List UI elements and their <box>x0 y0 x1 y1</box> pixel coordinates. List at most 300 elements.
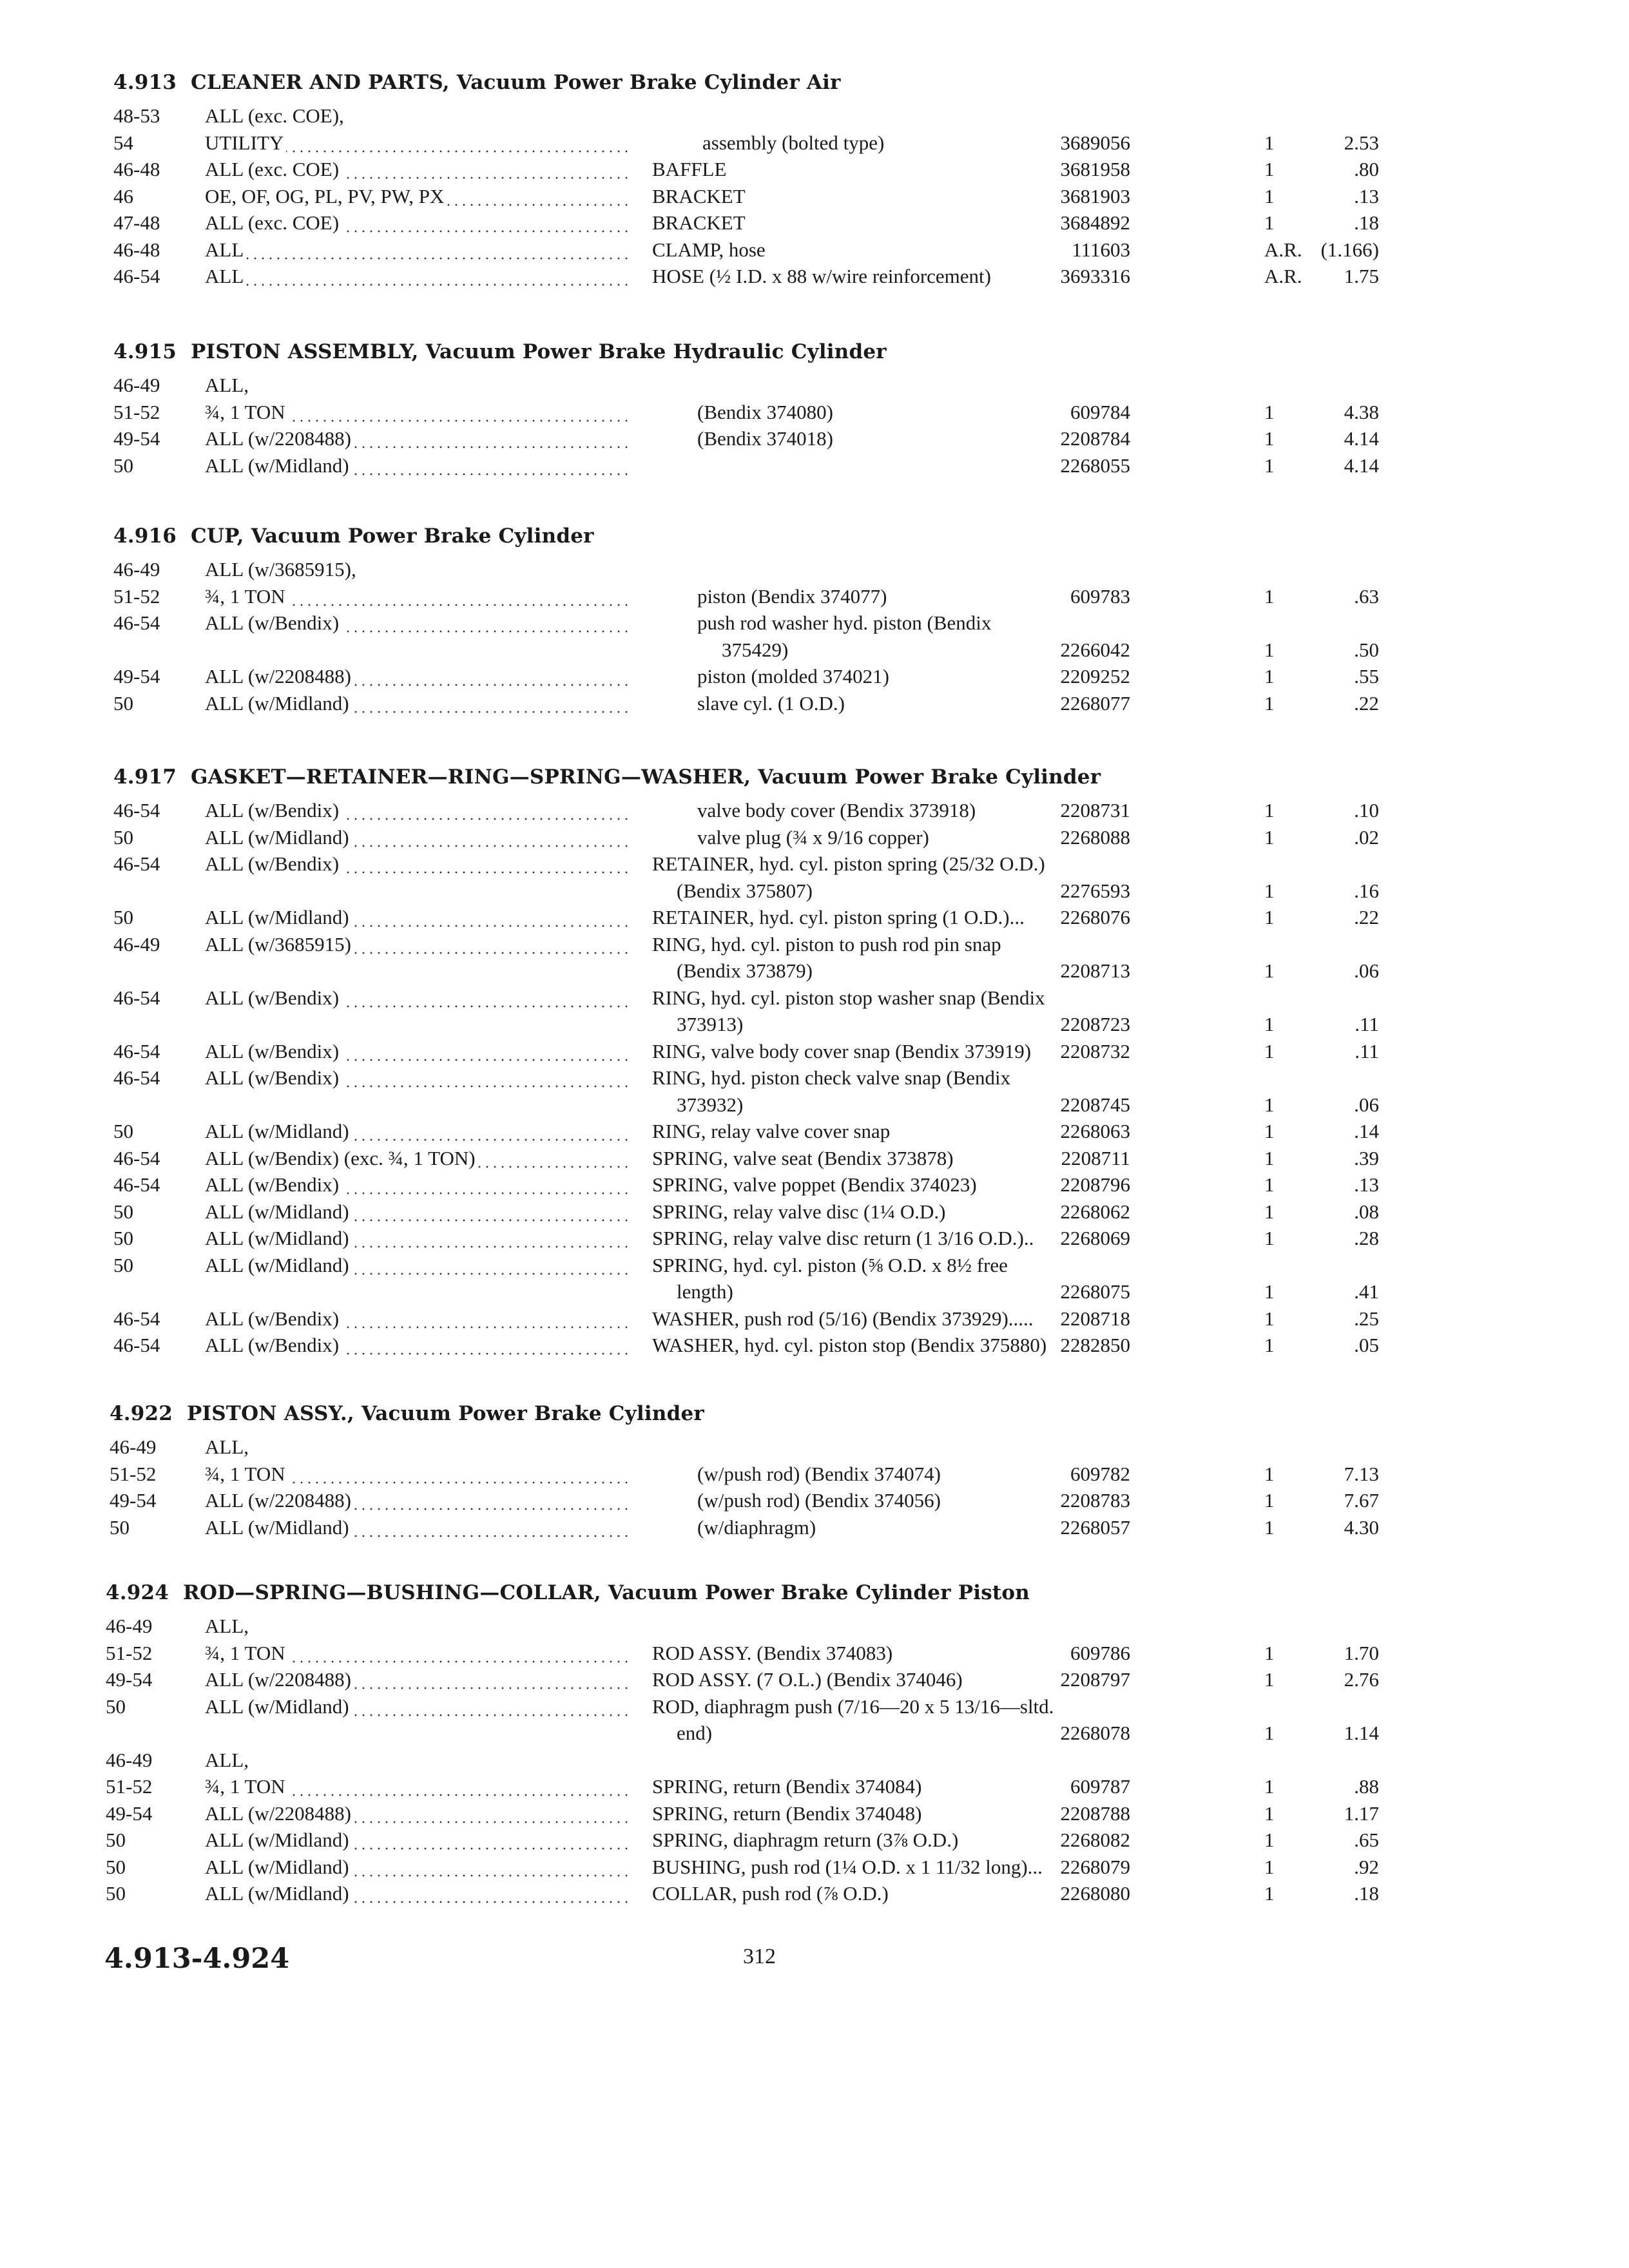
part-description: HOSE (½ I.D. x 88 w/wire reinforcement) <box>652 265 991 287</box>
list-price: 4.38 <box>1344 400 1379 423</box>
model-applicability <box>205 1856 630 1879</box>
model-applicability <box>205 1775 630 1798</box>
list-price: (1.166) <box>1320 238 1379 261</box>
model-text: ALL (exc. COE) <box>205 158 342 180</box>
model-text: ALL (w/Midland) <box>205 1856 352 1878</box>
part-description: RING, hyd. cyl. piston stop washer snap (Bendix <box>652 986 1045 1009</box>
part-number: 2268076 <box>1060 906 1130 928</box>
list-price: 1.70 <box>1344 1641 1379 1664</box>
model-applicability <box>205 1254 630 1277</box>
parts-row <box>113 1120 1389 1147</box>
parts-row <box>113 1066 1389 1093</box>
part-description: WASHER, push rod (5/16) (Bendix 373929)..... <box>652 1307 1034 1330</box>
parts-row <box>106 1668 1382 1695</box>
year-range: 50 <box>106 1695 126 1718</box>
parts-row <box>106 1642 1382 1669</box>
section-heading <box>106 1576 1382 1615</box>
parts-row <box>113 1147 1389 1174</box>
part-description: ROD ASSY. (7 O.L.) (Bendix 374046) <box>652 1668 963 1691</box>
list-price: .22 <box>1354 691 1379 715</box>
catalog-section <box>113 760 1389 1361</box>
part-description: BUSHING, push rod (1¼ O.D. x 1 11/32 long)... <box>652 1855 1043 1878</box>
part-number: 2268088 <box>1060 825 1130 849</box>
model-text: ALL (w/Bendix) <box>205 799 342 822</box>
model-text: ALL (w/3685915), <box>205 558 359 581</box>
year-range: 54 <box>113 131 133 154</box>
quantity: A.R. <box>1264 238 1302 261</box>
model-applicability <box>205 1120 630 1143</box>
part-description: RETAINER, hyd. cyl. piston spring (25/32 O.D.) <box>652 852 1045 875</box>
model-text: ALL (w/2208488) <box>205 1668 354 1691</box>
part-number: 2208745 <box>1060 1093 1130 1116</box>
year-range: 46-54 <box>113 1039 160 1062</box>
model-text: ALL (w/Midland) <box>205 1829 352 1851</box>
model-text: ALL (w/Midland) <box>205 1200 352 1223</box>
parts-row <box>106 1882 1382 1909</box>
part-description: SPRING, return (Bendix 374084) <box>652 1775 922 1798</box>
part-number: 2276593 <box>1060 879 1130 902</box>
model-text: ALL (w/Bendix) <box>205 611 342 634</box>
year-range: 49-54 <box>106 1802 153 1825</box>
part-number: 2268062 <box>1060 1200 1130 1223</box>
parts-row <box>113 1254 1389 1281</box>
parts-row <box>113 933 1389 960</box>
quantity: 1 <box>1264 691 1275 715</box>
part-number: 3684892 <box>1060 211 1130 234</box>
year-range: 51-52 <box>113 584 160 608</box>
part-number: 2268078 <box>1060 1722 1130 1744</box>
model-applicability <box>205 158 630 181</box>
quantity: 1 <box>1264 131 1275 154</box>
parts-row <box>113 265 1389 292</box>
part-number: 2208797 <box>1060 1668 1130 1691</box>
part-description: valve body cover (Bendix 373918) <box>697 799 976 822</box>
part-description: CLAMP, hose <box>652 238 766 261</box>
quantity: 1 <box>1264 1855 1275 1878</box>
part-description: end) <box>677 1722 713 1744</box>
part-number: 2268080 <box>1060 1882 1130 1905</box>
model-applicability <box>205 558 630 581</box>
part-number: 2208723 <box>1060 1013 1130 1035</box>
quantity: 1 <box>1264 959 1275 982</box>
part-description: (w/push rod) (Bendix 374074) <box>697 1462 941 1485</box>
year-range: 50 <box>113 691 133 715</box>
part-description: length) <box>677 1280 733 1303</box>
model-text: ALL (w/Midland) <box>205 454 352 477</box>
part-number: 2208784 <box>1060 427 1130 450</box>
list-price: .06 <box>1354 1093 1379 1116</box>
parts-row <box>113 158 1389 185</box>
model-text: OE, OF, OG, PL, PV, PW, PX <box>205 185 447 207</box>
section-number: 4.917 <box>113 765 177 789</box>
model-text: ALL (w/3685915) <box>205 933 354 956</box>
quantity: 1 <box>1264 1462 1275 1485</box>
quantity: 1 <box>1264 1280 1275 1303</box>
list-price: .50 <box>1354 638 1379 661</box>
quantity: 1 <box>1264 1307 1275 1330</box>
quantity: 1 <box>1264 1722 1275 1744</box>
model-applicability <box>205 1668 630 1691</box>
part-description: SPRING, diaphragm return (3⅞ O.D.) <box>652 1829 959 1851</box>
list-price: .80 <box>1354 158 1379 180</box>
page-number: 312 <box>743 1945 776 1968</box>
part-number: 2208788 <box>1060 1802 1130 1825</box>
model-applicability <box>205 374 630 397</box>
year-range: 50 <box>113 906 133 928</box>
quantity: A.R. <box>1264 265 1302 287</box>
year-range: 49-54 <box>110 1489 157 1512</box>
list-price: .13 <box>1354 184 1379 207</box>
parts-row <box>113 852 1389 879</box>
model-text: ALL, <box>205 1436 251 1458</box>
section-number: 4.922 <box>110 1402 173 1425</box>
quantity: 1 <box>1264 799 1275 822</box>
model-text: ¾, 1 TON <box>205 401 288 423</box>
part-number: 609782 <box>1070 1462 1130 1485</box>
year-range: 46-49 <box>113 558 160 581</box>
model-text: ALL (w/Bendix) <box>205 1307 342 1330</box>
model-text: ALL (w/Bendix) <box>205 1334 342 1356</box>
year-range: 46-54 <box>113 1146 160 1169</box>
model-applicability <box>205 401 630 424</box>
year-range: 46-54 <box>113 265 160 287</box>
model-text: ALL, <box>205 1749 251 1771</box>
list-price: 1.75 <box>1344 265 1379 287</box>
model-applicability <box>205 1307 630 1331</box>
model-text: ALL (w/Midland) <box>205 1254 352 1276</box>
model-text: ALL (exc. COE), <box>205 104 347 127</box>
model-text: ¾, 1 TON <box>205 1463 288 1485</box>
model-applicability <box>205 265 630 288</box>
list-price: .05 <box>1354 1334 1379 1356</box>
quantity: 1 <box>1264 1882 1275 1905</box>
quantity: 1 <box>1264 1515 1275 1539</box>
parts-row <box>113 611 1389 639</box>
model-applicability <box>205 131 630 155</box>
list-price: 2.76 <box>1344 1668 1379 1691</box>
section-title: GASKET—RETAINER—RING—SPRING—WASHER, Vacuum Power Brake Cylinder <box>191 765 1101 789</box>
catalog-section <box>110 1397 1385 1542</box>
parts-row <box>106 1829 1382 1856</box>
year-range: 46-54 <box>113 1334 160 1356</box>
part-description: piston (molded 374021) <box>697 665 889 687</box>
part-description: BRACKET <box>652 211 746 234</box>
quantity: 1 <box>1264 1227 1275 1249</box>
model-text: ALL, <box>205 1615 251 1637</box>
part-description: (Bendix 375807) <box>677 879 813 902</box>
section-title: PISTON ASSEMBLY, Vacuum Power Brake Hydraulic Cylinder <box>191 340 887 363</box>
parts-row <box>110 1436 1385 1463</box>
model-applicability <box>205 1200 630 1224</box>
year-range: 46-54 <box>113 1173 160 1196</box>
model-applicability <box>205 692 630 715</box>
year-range: 50 <box>106 1829 126 1851</box>
list-price: .22 <box>1354 906 1379 928</box>
part-number: 2266042 <box>1060 638 1130 661</box>
parts-row <box>113 558 1389 585</box>
quantity: 1 <box>1264 211 1275 234</box>
model-applicability <box>205 427 630 450</box>
part-description: 375429) <box>722 638 789 661</box>
part-description: SPRING, return (Bendix 374048) <box>652 1802 922 1825</box>
year-range: 49-54 <box>113 427 160 450</box>
list-price: .28 <box>1354 1227 1379 1249</box>
part-number: 2208796 <box>1060 1173 1130 1196</box>
part-description: (Bendix 374018) <box>697 427 833 450</box>
catalog-section <box>113 66 1389 292</box>
list-price: .25 <box>1354 1307 1379 1330</box>
quantity: 1 <box>1264 1173 1275 1196</box>
year-range: 46-49 <box>106 1748 153 1771</box>
part-description: RING, relay valve cover snap <box>652 1120 891 1142</box>
year-range: 46-49 <box>113 374 160 396</box>
list-price: 1.14 <box>1344 1722 1379 1744</box>
parts-row <box>106 1615 1382 1642</box>
section-title: PISTON ASSY., Vacuum Power Brake Cylinder <box>187 1402 704 1425</box>
year-range: 51-52 <box>106 1641 153 1664</box>
part-number: 609786 <box>1070 1641 1130 1664</box>
parts-row <box>113 1280 1389 1307</box>
list-price: 4.14 <box>1344 427 1379 450</box>
part-description: RETAINER, hyd. cyl. piston spring (1 O.D.)... <box>652 906 1025 928</box>
section-number: 4.913 <box>113 71 177 94</box>
section-number: 4.916 <box>113 524 177 548</box>
part-number: 2208711 <box>1061 1146 1130 1169</box>
model-text: ALL <box>205 238 246 261</box>
year-range: 46-49 <box>106 1615 153 1637</box>
section-heading <box>113 519 1389 558</box>
list-price: 1.17 <box>1344 1802 1379 1825</box>
year-range: 50 <box>113 825 133 849</box>
year-range: 46-54 <box>113 799 160 822</box>
list-price: 4.30 <box>1344 1515 1379 1539</box>
parts-row <box>106 1749 1382 1776</box>
model-text: ALL (w/Midland) <box>205 1227 352 1249</box>
parts-row <box>113 1307 1389 1334</box>
part-description: (Bendix 373879) <box>677 959 813 982</box>
section-range-footer: 4.913-4.924 <box>104 1943 290 1975</box>
list-price: 2.53 <box>1344 131 1379 154</box>
parts-row <box>106 1856 1382 1883</box>
parts-row <box>113 427 1389 454</box>
year-range: 49-54 <box>113 665 160 687</box>
model-text: ALL (w/Bendix) <box>205 1040 342 1062</box>
parts-row <box>113 374 1389 401</box>
part-number: 2268057 <box>1060 1515 1130 1539</box>
parts-row <box>113 104 1389 131</box>
quantity: 1 <box>1264 638 1275 661</box>
part-description: 373913) <box>677 1013 744 1035</box>
part-description: RING, hyd. cyl. piston to push rod pin snap <box>652 932 1001 956</box>
part-description: COLLAR, push rod (⅞ O.D.) <box>652 1882 889 1905</box>
parts-row <box>113 401 1389 428</box>
model-text: ALL (w/2208488) <box>205 1802 354 1825</box>
section-heading <box>113 760 1389 799</box>
parts-row <box>113 454 1389 481</box>
model-text: ALL (w/Midland) <box>205 692 352 715</box>
model-text: ALL (w/Bendix) (exc. ¾, 1 TON) <box>205 1147 478 1169</box>
model-applicability <box>205 238 630 262</box>
quantity: 1 <box>1264 1039 1275 1062</box>
quantity: 1 <box>1264 427 1275 450</box>
model-applicability <box>205 1615 630 1638</box>
section-heading <box>110 1397 1385 1436</box>
year-range: 50 <box>106 1855 126 1878</box>
model-applicability <box>205 826 630 849</box>
quantity: 1 <box>1264 665 1275 687</box>
catalog-section <box>113 335 1389 481</box>
parts-row <box>113 211 1389 238</box>
list-price: .55 <box>1354 665 1379 687</box>
parts-row <box>113 238 1389 265</box>
quantity: 1 <box>1264 1013 1275 1035</box>
quantity: 1 <box>1264 1668 1275 1691</box>
model-text: ALL (exc. COE) <box>205 211 342 234</box>
year-range: 46-54 <box>113 611 160 634</box>
list-price: .88 <box>1354 1775 1379 1798</box>
model-applicability <box>205 611 630 635</box>
year-range: 46 <box>113 184 133 207</box>
model-applicability <box>205 665 630 688</box>
part-number: 609787 <box>1070 1775 1130 1798</box>
quantity: 1 <box>1264 879 1275 902</box>
part-number: 2268055 <box>1060 454 1130 477</box>
model-text: ¾, 1 TON <box>205 1642 288 1664</box>
list-price: 7.13 <box>1344 1462 1379 1485</box>
list-price: .65 <box>1354 1829 1379 1851</box>
model-applicability <box>205 1489 630 1512</box>
part-number: 2268069 <box>1060 1227 1130 1249</box>
list-price: 7.67 <box>1344 1489 1379 1512</box>
catalog-section <box>106 1576 1382 1909</box>
list-price: .11 <box>1354 1013 1379 1035</box>
parts-row <box>113 639 1389 666</box>
year-range: 50 <box>110 1515 130 1539</box>
year-range: 46-49 <box>113 932 160 956</box>
part-number: 3681903 <box>1060 184 1130 207</box>
model-text: ALL (w/2208488) <box>205 427 354 450</box>
part-description: slave cyl. (1 O.D.) <box>697 691 845 715</box>
model-applicability <box>205 906 630 929</box>
model-text: ¾, 1 TON <box>205 1775 288 1798</box>
part-description: ROD ASSY. (Bendix 374083) <box>652 1641 893 1664</box>
part-description: BRACKET <box>652 184 746 207</box>
model-text: ALL (w/Bendix) <box>205 986 342 1009</box>
model-applicability <box>205 1173 630 1196</box>
parts-row <box>113 1173 1389 1200</box>
parts-row <box>113 959 1389 986</box>
section-heading <box>113 66 1389 104</box>
year-range: 46-54 <box>113 986 160 1009</box>
model-applicability <box>205 1802 630 1825</box>
part-description: ROD, diaphragm push (7/16—20 x 5 13/16—sltd. <box>652 1695 1054 1718</box>
part-number: 2268077 <box>1060 691 1130 715</box>
list-price: .13 <box>1354 1173 1379 1196</box>
part-number: 2208783 <box>1060 1489 1130 1512</box>
parts-row <box>106 1775 1382 1802</box>
year-range: 51-52 <box>113 400 160 423</box>
parts-row <box>113 799 1389 826</box>
parts-row <box>113 1040 1389 1067</box>
list-price: .39 <box>1354 1146 1379 1169</box>
model-text: ¾, 1 TON <box>205 585 288 608</box>
quantity: 1 <box>1264 1146 1275 1169</box>
parts-row <box>113 665 1389 692</box>
parts-row <box>113 826 1389 853</box>
year-range: 46-54 <box>113 852 160 875</box>
part-number: 609783 <box>1070 584 1130 608</box>
quantity: 1 <box>1264 1200 1275 1223</box>
parts-row <box>110 1463 1385 1490</box>
part-description: SPRING, valve seat (Bendix 373878) <box>652 1146 954 1169</box>
model-applicability <box>205 1436 630 1459</box>
year-range: 50 <box>113 1120 133 1142</box>
part-description: (w/diaphragm) <box>697 1515 816 1539</box>
list-price: .10 <box>1354 799 1379 822</box>
model-applicability <box>205 1227 630 1250</box>
parts-row <box>113 906 1389 933</box>
model-text: ALL (w/2208488) <box>205 665 354 687</box>
parts-row <box>113 692 1389 719</box>
year-range: 46-54 <box>113 1307 160 1330</box>
quantity: 1 <box>1264 184 1275 207</box>
year-range: 49-54 <box>106 1668 153 1691</box>
year-range: 46-48 <box>113 158 160 180</box>
part-number: 2208732 <box>1060 1039 1130 1062</box>
quantity: 1 <box>1264 1093 1275 1116</box>
part-number: 111603 <box>1072 238 1130 261</box>
model-text: ALL (w/Midland) <box>205 906 352 928</box>
list-price: .14 <box>1354 1120 1379 1142</box>
model-text: ALL (w/Midland) <box>205 1695 352 1718</box>
model-applicability <box>205 211 630 235</box>
model-text: ALL (w/Midland) <box>205 1516 352 1539</box>
part-description: SPRING, relay valve disc return (1 3/16 O.D.).. <box>652 1227 1034 1249</box>
year-range: 50 <box>113 1253 133 1276</box>
part-description: RING, valve body cover snap (Bendix 373919) <box>652 1039 1032 1062</box>
parts-row <box>106 1802 1382 1829</box>
year-range: 46-48 <box>113 238 160 261</box>
section-number: 4.915 <box>113 340 177 363</box>
model-applicability <box>205 1147 630 1170</box>
section-number: 4.924 <box>106 1581 169 1604</box>
quantity: 1 <box>1264 1829 1275 1851</box>
part-description: valve plug (¾ x 9/16 copper) <box>697 825 929 849</box>
model-text: ALL (w/Midland) <box>205 1882 352 1905</box>
part-description: WASHER, hyd. cyl. piston stop (Bendix 375880) <box>652 1334 1047 1356</box>
part-description: 373932) <box>677 1093 744 1116</box>
model-applicability <box>205 1882 630 1905</box>
parts-row <box>113 131 1389 159</box>
part-description: (w/push rod) (Bendix 374056) <box>697 1489 941 1512</box>
section-title: ROD—SPRING—BUSHING—COLLAR, Vacuum Power Brake Cylinder Piston <box>183 1581 1030 1604</box>
year-range: 51-52 <box>110 1462 157 1485</box>
list-price: 4.14 <box>1344 454 1379 477</box>
model-applicability <box>205 986 630 1010</box>
part-description: SPRING, hyd. cyl. piston (⅝ O.D. x 8½ free <box>652 1253 1008 1276</box>
year-range: 50 <box>106 1882 126 1905</box>
list-price: .92 <box>1354 1855 1379 1878</box>
list-price: .08 <box>1354 1200 1379 1223</box>
model-applicability <box>205 1463 630 1486</box>
model-text: ALL <box>205 265 246 287</box>
model-applicability <box>205 1829 630 1852</box>
list-price: .18 <box>1354 1882 1379 1905</box>
list-price: .06 <box>1354 959 1379 982</box>
part-number: 2208718 <box>1060 1307 1130 1330</box>
model-applicability <box>205 1695 630 1718</box>
model-applicability <box>205 1040 630 1063</box>
